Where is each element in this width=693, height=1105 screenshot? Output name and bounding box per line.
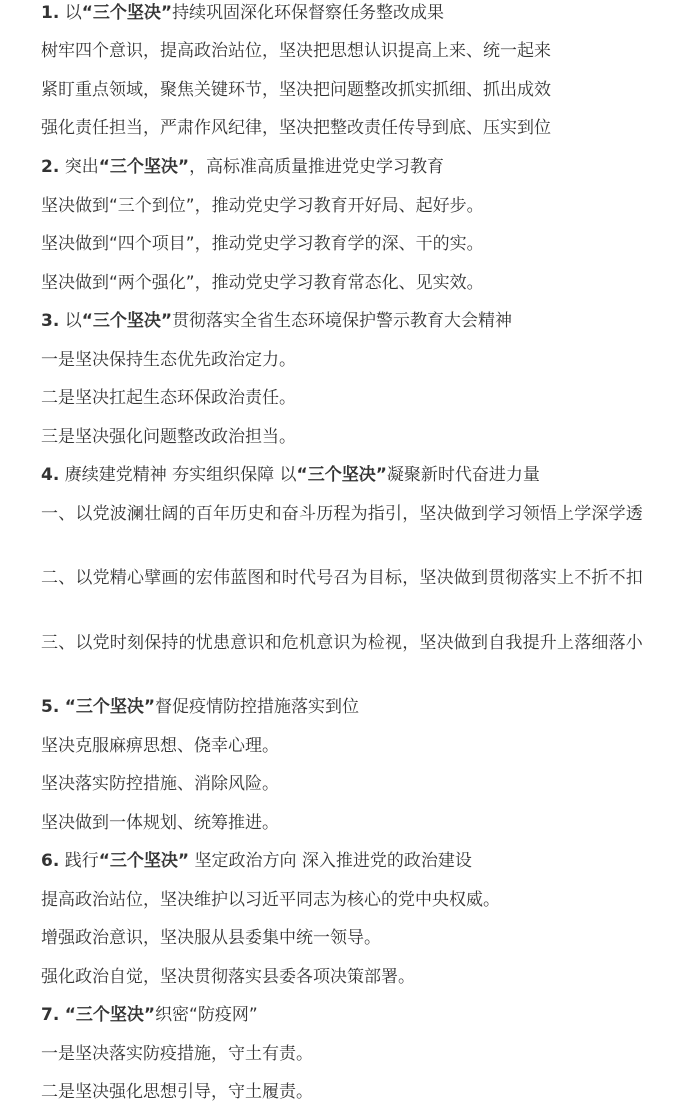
heading-text: ，高标准高质量推进党史学习教育 [189, 157, 445, 177]
heading-text: 贯彻落实全省生态环境保护警示教育大会精神 [172, 311, 513, 331]
heading-quote: “三个坚决” [296, 465, 387, 485]
list-item: 坚决做到“三个到位”，推动党史学习教育开好局、起好步。 [41, 196, 484, 216]
heading-text: 以 [59, 3, 82, 23]
heading-quote: “三个坚决” [64, 697, 156, 717]
list-item: 二是坚决扛起生态环保政治责任。 [41, 388, 296, 408]
section-number: 5. [41, 697, 60, 717]
list-item: 坚决做到“四个项目”，推动党史学习教育学的深、干的实。 [41, 234, 484, 254]
heading-text: 持续巩固深化环保督察任务整改成果 [172, 3, 445, 23]
section-number: 3. [41, 311, 60, 331]
heading-text: 突出 [59, 157, 99, 177]
paragraph: 三、以党时刻保持的忧患意识和危机意识为检视，坚决做到自我提升上落细落小 [41, 633, 643, 653]
heading-quote: “三个坚决” [64, 1005, 156, 1025]
heading-text: 织密“防疫网” [155, 1005, 258, 1025]
list-item: 坚决做到“两个强化”，推动党史学习教育常态化、见实效。 [41, 273, 484, 293]
section-heading-2 [41, 154, 444, 180]
list-item: 一是坚决保持生态优先政治定力。 [41, 350, 296, 370]
heading-text: 践行 [59, 851, 99, 871]
list-item: 强化政治自觉，坚决贯彻落实县委各项决策部署。 [41, 967, 415, 987]
section-number: 4. [41, 465, 60, 485]
heading-quote: “三个坚决” [98, 851, 190, 871]
section-heading-4 [41, 462, 540, 488]
heading-text: 赓续建党精神 夯实组织保障 以 [59, 465, 297, 485]
list-item: 提高政治站位，坚决维护以习近平同志为核心的党中央权威。 [41, 890, 500, 910]
list-item: 增强政治意识，坚决服从县委集中统一领导。 [41, 928, 381, 948]
list-item: 强化责任担当，严肃作风纪律，坚决把整改责任传导到底、压实到位 [41, 118, 551, 138]
list-item: 坚决落实防控措施、消除风险。 [41, 774, 279, 794]
list-item: 一是坚决落实防疫措施，守土有责。 [41, 1044, 313, 1064]
section-heading-5 [41, 694, 359, 720]
list-item: 坚决做到一体规划、统筹推进。 [41, 813, 279, 833]
section-number: 6. [41, 851, 60, 871]
list-item: 坚决克服麻痹思想、侥幸心理。 [41, 736, 279, 756]
section-heading-6 [41, 848, 472, 874]
paragraph: 二、以党精心擘画的宏伟蓝图和时代号召为目标，坚决做到贯彻落实上不折不扣 [41, 568, 643, 588]
section-heading-3 [41, 308, 512, 334]
list-item: 三是坚决强化问题整改政治担当。 [41, 427, 296, 447]
list-item: 二是坚决强化思想引导，守土履责。 [41, 1082, 313, 1102]
paragraph: 一、以党波澜壮阔的百年历史和奋斗历程为指引，坚决做到学习领悟上学深学透 [41, 504, 643, 524]
section-number: 2. [41, 157, 60, 177]
section-number: 7. [41, 1005, 60, 1025]
heading-text: 凝聚新时代奋进力量 [386, 465, 540, 485]
list-item: 紧盯重点领域，聚焦关键环节，坚决把问题整改抓实抓细、抓出成效 [41, 80, 551, 100]
heading-text: 以 [59, 311, 82, 331]
section-heading-1 [41, 0, 444, 26]
list-item: 树牢四个意识，提高政治站位，坚决把思想认识提高上来、统一起来 [41, 41, 551, 61]
heading-quote: “三个坚决” [81, 3, 173, 23]
heading-quote: “三个坚决” [98, 157, 190, 177]
heading-text: 坚定政治方向 深入推进党的政治建设 [189, 851, 472, 871]
heading-quote: “三个坚决” [81, 311, 173, 331]
section-number: 1. [41, 3, 60, 23]
heading-text: 督促疫情防控措施落实到位 [155, 697, 360, 717]
section-heading-7 [41, 1002, 258, 1028]
